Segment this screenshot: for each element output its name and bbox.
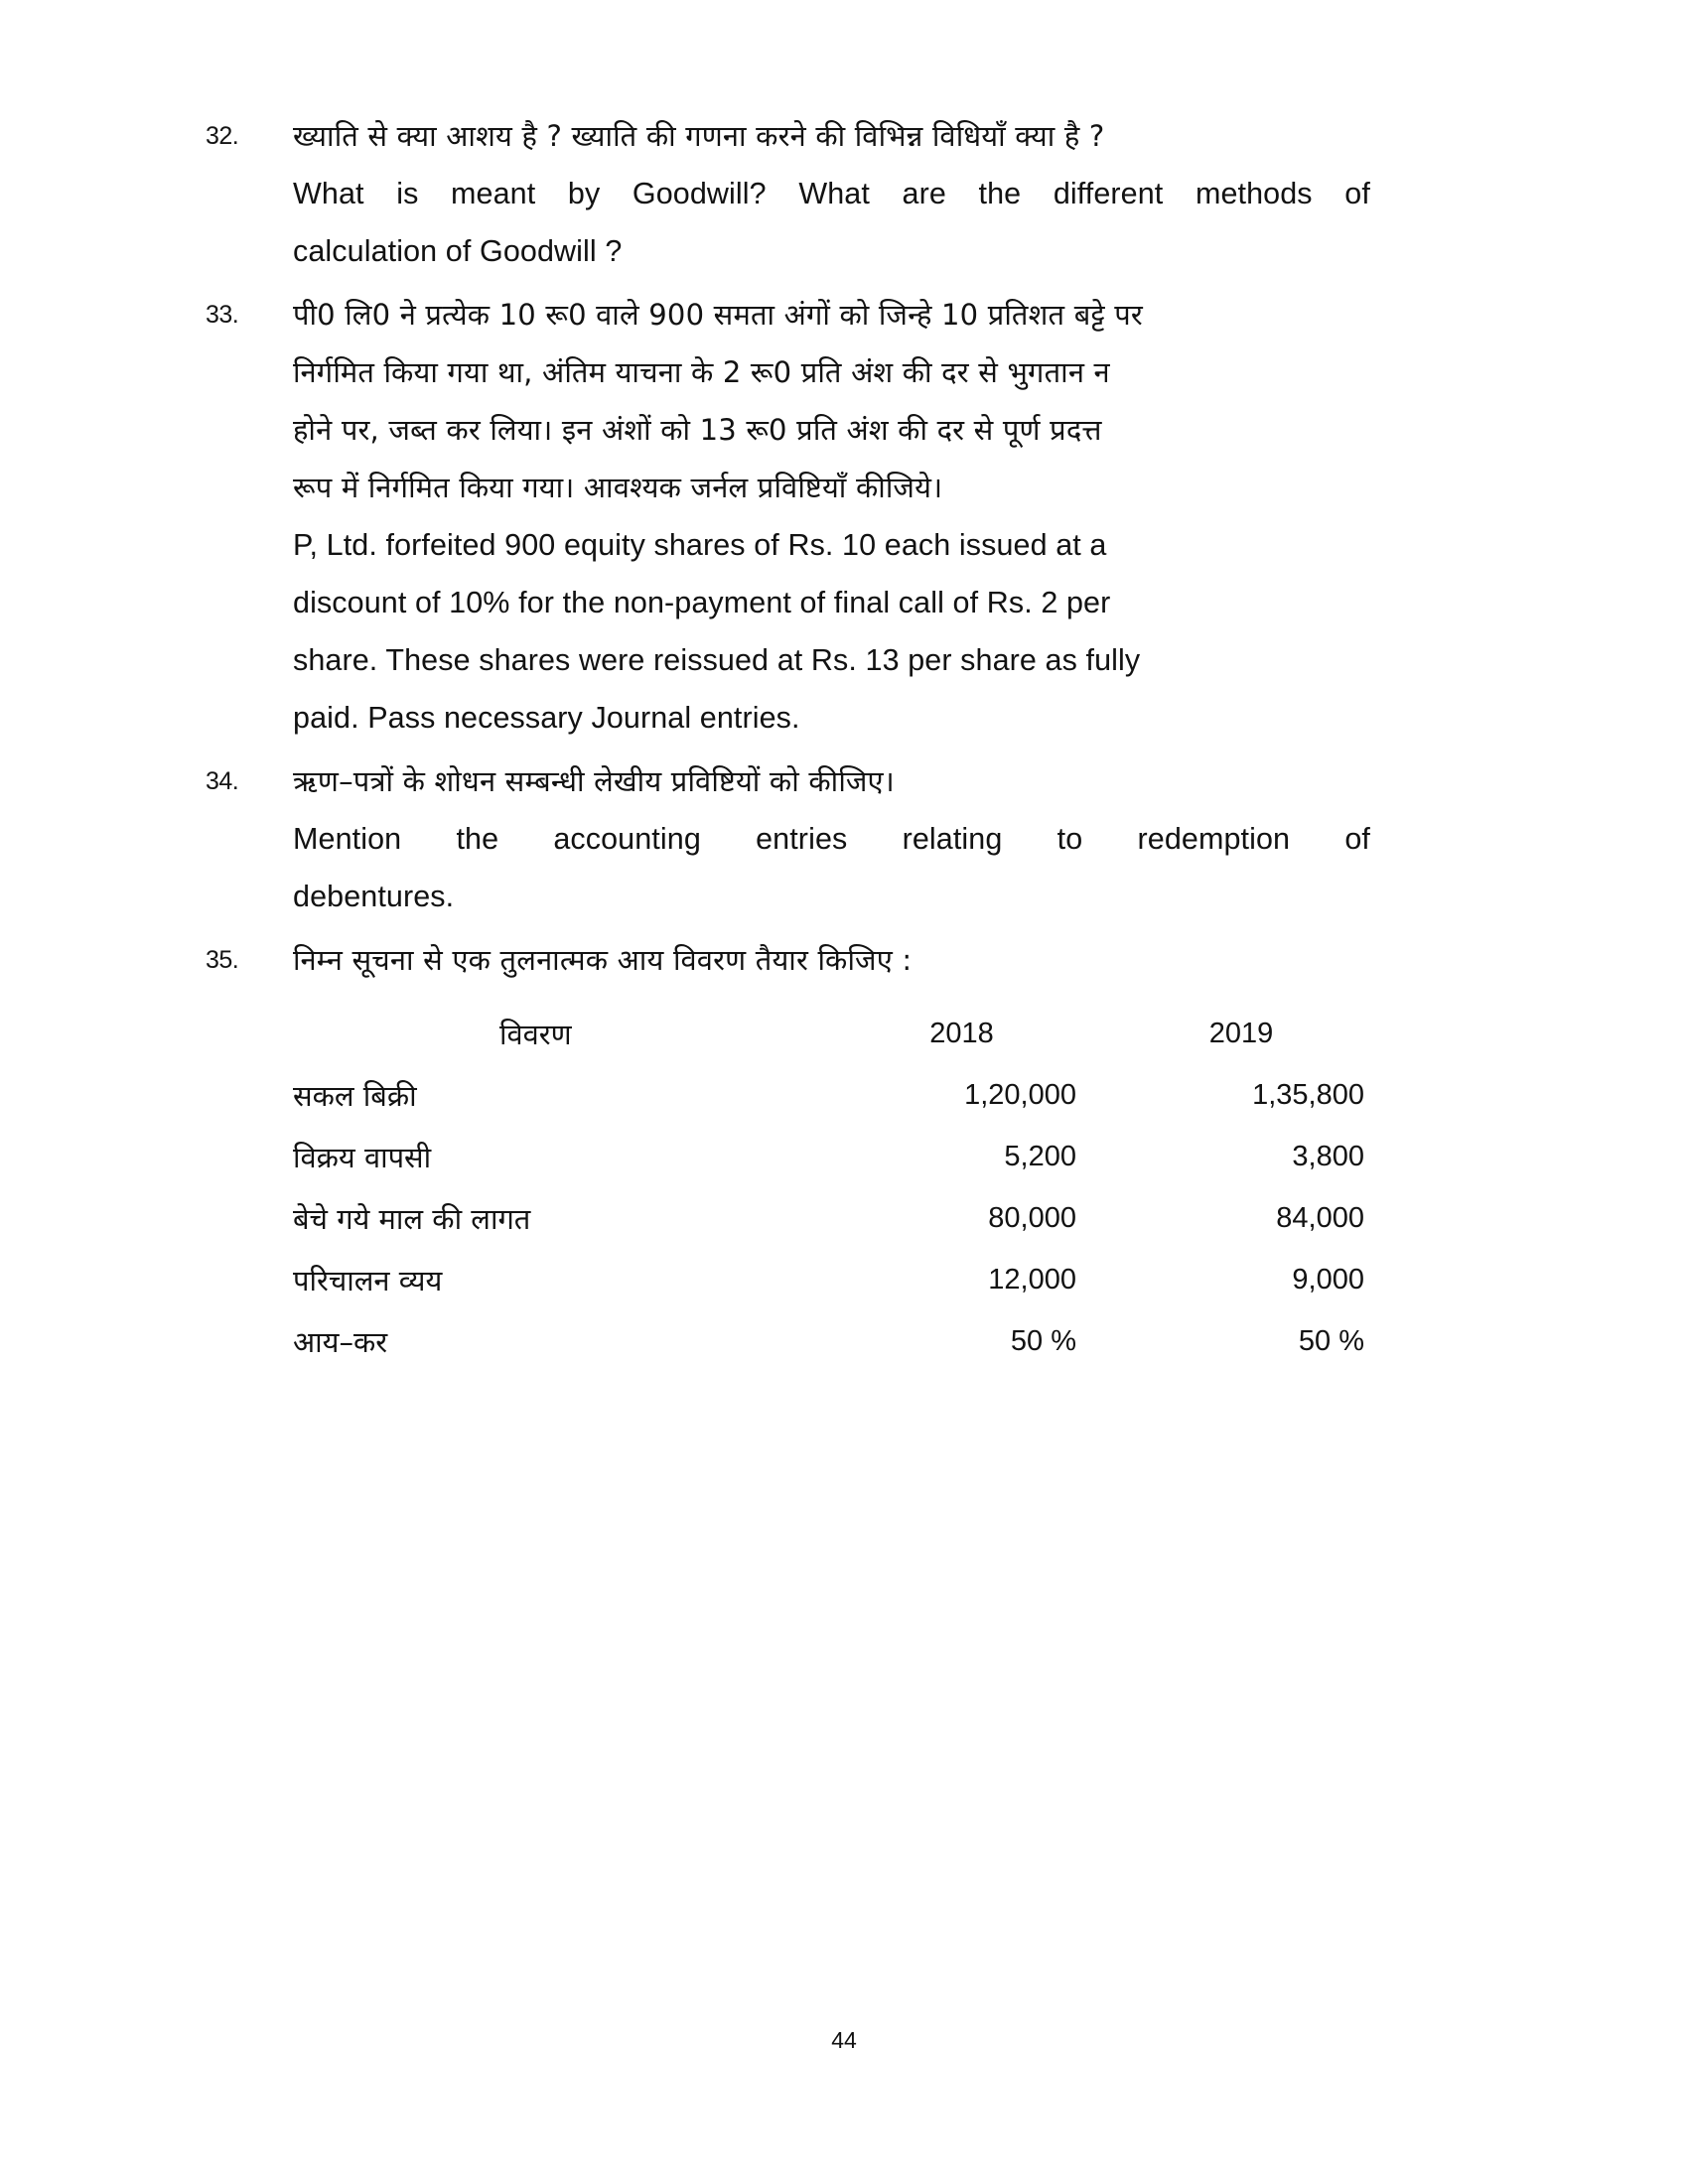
question-34-english-line-1	[293, 810, 1370, 868]
question-34-english-line-2: debentures.	[293, 880, 455, 913]
question-33-hindi-line-3: होने पर, जब्त कर लिया। इन अंशों को 13 रू0 प्रति अंश की दर से पूर्ण प्रदत्त	[293, 413, 1102, 447]
row-description: आय–कर	[293, 1324, 388, 1359]
text-word: meant	[451, 177, 536, 210]
question-35	[206, 931, 1475, 1372]
question-32-body	[293, 107, 1370, 280]
table-header-description: विवरण	[499, 1017, 572, 1051]
table-header	[293, 1003, 1370, 1064]
table-row	[293, 1249, 1370, 1310]
text-word: entries	[756, 822, 848, 856]
question-34-number: 34.	[206, 767, 239, 795]
row-value-2019: 84,000	[1276, 1201, 1364, 1234]
question-33-hindi-line-4: रूप में निर्गमित किया गया। आवश्यक जर्नल प्रविष्टियाँ कीजिये।	[293, 471, 943, 504]
text-word: Goodwill?	[632, 177, 767, 210]
question-34-body	[293, 752, 1370, 925]
question-33-english-line-2: discount of 10% for the non-payment of final call of Rs. 2 per	[293, 586, 1111, 619]
row-value-2018: 80,000	[988, 1201, 1076, 1234]
question-35-number: 35.	[206, 946, 239, 974]
question-35-body	[293, 931, 1370, 1372]
table-row	[293, 1064, 1370, 1126]
question-34-hindi-line-1: ऋण–पत्रों के शोधन सम्बन्धी लेखीय प्रविष्टियों को कीजिए।	[293, 764, 895, 798]
text-word: different	[1053, 177, 1164, 210]
text-word: redemption	[1137, 822, 1291, 856]
row-description: परिचालन व्यय	[293, 1263, 443, 1297]
text-word: What	[293, 177, 364, 210]
question-33-hindi-line-2: निर्गमित किया गया था, अंतिम याचना के 2 रू0 प्रति अंश की दर से भुगतान न	[293, 355, 1110, 389]
table-header-row	[293, 1003, 1370, 1064]
question-32-hindi-line-1: ख्याति से क्या आशय है ? ख्याति की गणना करने की विभिन्न विधियाँ क्या है ?	[293, 119, 1105, 153]
row-value-2018: 50 %	[1010, 1324, 1076, 1357]
row-value-2018: 12,000	[988, 1263, 1076, 1296]
text-word: by	[567, 177, 601, 210]
text-word: the	[978, 177, 1022, 210]
question-33-english-line-4: paid. Pass necessary Journal entries.	[293, 701, 800, 735]
row-value-2019: 50 %	[1298, 1324, 1364, 1357]
text-word: Mention	[293, 822, 402, 856]
table-header-year-2019: 2019	[1208, 1017, 1274, 1049]
text-word: relating	[902, 822, 1003, 856]
text-word: to	[1056, 822, 1083, 856]
question-32-english-line-1	[293, 165, 1370, 222]
text-word: is	[396, 177, 419, 210]
question-33-number: 33.	[206, 301, 239, 329]
row-value-2018: 5,200	[1004, 1140, 1076, 1172]
text-word: are	[902, 177, 946, 210]
text-word: of	[1344, 822, 1370, 856]
row-description: विक्रय वापसी	[293, 1140, 432, 1174]
text-word: What	[798, 177, 870, 210]
question-33-hindi-line-1: पी0 लि0 ने प्रत्येक 10 रू0 वाले 900 समता अंगों को जिन्हे 10 प्रतिशत बट्टे पर	[293, 298, 1143, 332]
question-32-number: 32.	[206, 122, 239, 150]
row-value-2019: 3,800	[1292, 1140, 1364, 1172]
question-33-english-line-3: share. These shares were reissued at Rs. 13 per share as fully	[293, 643, 1141, 677]
row-value-2018: 1,20,000	[964, 1078, 1076, 1111]
row-description: बेचे गये माल की लागत	[293, 1201, 531, 1236]
page-number: 44	[831, 2027, 857, 2053]
table-row	[293, 1187, 1370, 1249]
question-32	[206, 107, 1475, 280]
question-33-english-line-1: P, Ltd. forfeited 900 equity shares of Rs. 10 each issued at a	[293, 528, 1107, 562]
text-word: the	[456, 822, 499, 856]
question-33	[206, 286, 1475, 747]
row-description: सकल बिक्री	[293, 1078, 417, 1113]
question-32-english-line-2: calculation of Goodwill ?	[293, 234, 623, 268]
table-row	[293, 1126, 1370, 1187]
question-33-body	[293, 286, 1370, 747]
row-value-2019: 1,35,800	[1252, 1078, 1364, 1111]
text-word: accounting	[553, 822, 701, 856]
text-word: methods	[1195, 177, 1313, 210]
comparative-income-statement-table	[293, 1003, 1370, 1372]
row-value-2019: 9,000	[1292, 1263, 1364, 1296]
question-34	[206, 752, 1475, 925]
table-body	[293, 1064, 1370, 1372]
text-word: of	[1344, 177, 1370, 210]
table-header-year-2018: 2018	[929, 1017, 994, 1049]
question-35-hindi-line-1: निम्न सूचना से एक तुलनात्मक आय विवरण तैयार किजिए :	[293, 943, 913, 977]
question-list	[206, 107, 1475, 1378]
table-row	[293, 1310, 1370, 1372]
